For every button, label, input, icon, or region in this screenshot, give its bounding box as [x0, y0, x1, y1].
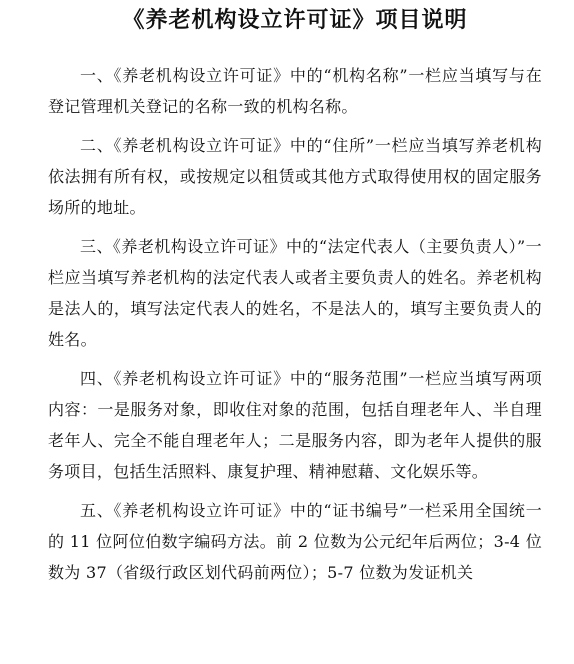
paragraph-4: 四、《养老机构设立许可证》中的“服务范围”一栏应当填写两项内容：一是服务对象，即收住对象的范围，包括自理老年人、半自理老年人、完全不能自理老年人；二是服务内容，即为老年人提供的服务项目，包括生活照料、康复护理、精神慰藉、文化娱乐等。	[48, 369, 542, 481]
document-title: 《养老机构设立许可证》项目说明	[122, 7, 468, 33]
paragraph-2: 二、《养老机构设立许可证》中的“住所”一栏应当填写养老机构依法拥有所有权，或按规定以租赁或其他方式取得使用权的固定服务场所的地址。	[48, 136, 542, 217]
paragraph-5: 五、《养老机构设立许可证》中的“证书编号”一栏采用全国统一的 11 位阿位伯数字编码方法。前 2 位数为公元纪年后两位；3-4 位数为 37（省级行政区划代码前两位）；5-7 位数为发证机关	[48, 501, 542, 582]
paragraph-3: 三、《养老机构设立许可证》中的“法定代表人（主要负责人）”一栏应当填写养老机构的法定代表人或者主要负责人的姓名。养老机构是法人的，填写法定代表人的姓名，不是法人的，填写主要负责人的姓名。	[48, 237, 542, 349]
paragraph-1: 一、《养老机构设立许可证》中的“机构名称”一栏应当填写与在登记管理机关登记的名称一致的机构名称。	[48, 66, 542, 116]
